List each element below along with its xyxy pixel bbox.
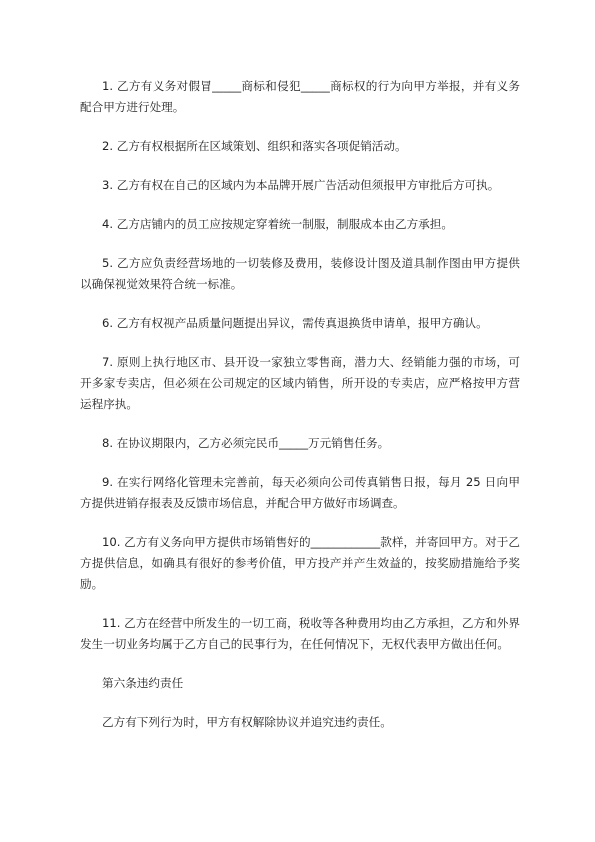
clause-2: 2. 乙方有权根据所在区域策划、组织和落实各项促销活动。 <box>102 139 407 153</box>
clause-8: 8. 在协议期限内，乙方必须完民币_____万元销售任务。 <box>102 436 390 450</box>
clause-9: 9. 在实行网络化管理未完善前，每天必须向公司传真销售日报，每月 25 日向甲方提供进销存报表及反馈市场信息，并配合甲方做好市场调查。 <box>80 475 520 510</box>
clause-7: 7. 原则上执行地区市、县开设一家独立零售商，潜力大、经销能力强的市场，可开多家专卖店，但必须在公司规定的区域内销售，所开设的专卖店，应严格按甲方营运程序执。 <box>80 355 520 411</box>
section-intro: 乙方有下列行为时，甲方有权解除协议并追究违约责任。 <box>102 715 392 729</box>
clause-3: 3. 乙方有权在自己的区域内为本品牌开展广告活动但须报甲方审批后方可执。 <box>102 178 500 192</box>
clause-5: 5. 乙方应负责经营场地的一切装修及费用，装修设计图及道具制作图由甲方提供以确保视觉效果符合统一标准。 <box>80 256 520 291</box>
clause-1: 1. 乙方有义务对假冒_____商标和侵犯_____商标权的行为向甲方举报，并有义务配合甲方进行处理。 <box>80 79 520 114</box>
document-body <box>80 76 520 751</box>
clause-10: 10. 乙方有义务向甲方提供市场销售好的____________款样，并寄回甲方。对于乙方提供信息，如确具有很好的参考价值，甲方投产并产生效益的，按奖励措施给予奖励。 <box>80 535 520 591</box>
clause-11: 11. 乙方在经营中所发生的一切工商，税收等各种费用均由乙方承担，乙方和外界发生一切业务均属于乙方自己的民事行为，在任何情况下，无权代表甲方做出任何。 <box>80 616 520 651</box>
clause-6: 6. 乙方有权视产品质量问题提出异议，需传真退换货申请单，报甲方确认。 <box>102 316 488 330</box>
section-heading: 第六条违约责任 <box>102 676 184 690</box>
clause-4: 4. 乙方店铺内的员工应按规定穿着统一制服，制服成本由乙方承担。 <box>102 217 453 231</box>
